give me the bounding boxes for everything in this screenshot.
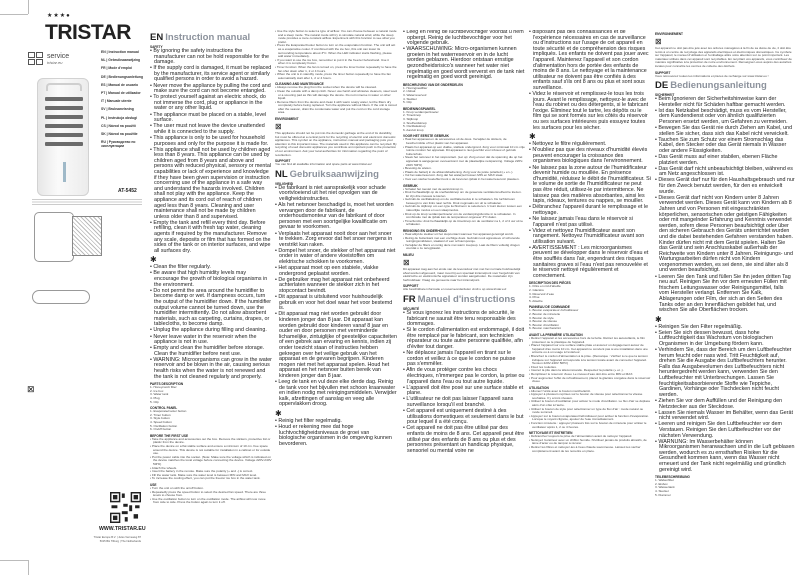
language-list <box>101 50 149 148</box>
instruction-bullet: • If you want to use the ice box, remember to put it in the freezer beforehand. Use it when it is completely frozen. <box>275 59 397 66</box>
language-item: FR | Mode d'emploi <box>101 66 132 71</box>
parts-list-item: 2. IJsbak <box>403 89 416 94</box>
parts-list-item: 5. Oscillatieknop <box>403 124 426 129</box>
parts-list-item: 3. Waterreservoir <box>403 93 427 98</box>
safety-bullet: • AVERTISSEMENT : Les microorganismes peuvent se développer dans le réservoir d'eau et être soufflés dans l'air, engendrant des risques sanitaires graves si l'eau n'est pas renouvelée et le réservoir nettoyé régulièrement et correctement. <box>529 246 651 280</box>
subheading: DESCRIPTION DES PIÈCES <box>529 281 571 286</box>
safety-bullet: • Tauchen Sie zum Schutz vor einem Stromschlag das Kabel, den Stecker oder das Gerät niemals in Wasser oder andere Flüssigkeiten. <box>655 138 795 155</box>
paragraph: Cet appareil ne doit pas être jeté avec les ordures ménagères à la fin de sa durée de vie, il doit être remis à un centre de recyclage des appareils électriques et électroniques domestiques. Ce symbole sur l'appareil, le manuel d'utilisation et l'emballage attire votre attention sur ce point important. Les matériaux utilisés dans cet appareil sont recyclables. En recyclant vos appareils, vous contribuez de manière significative à la protection de notre environnement. Renseignez-vous auprès des autorités locales pour connaître les centres de collecte des déchets. <box>655 46 792 68</box>
safety-bullet: • Be aware that high humidity levels may encourage the growth of biological organisms in the environment. <box>150 271 272 288</box>
warning-icon: ⊠ <box>655 37 662 46</box>
subheading: UTILISATION <box>529 385 549 390</box>
safety-bullet: • Reinigen Sie den Filter regelmäßig. <box>655 325 795 331</box>
tristar-logo: TRISTAR <box>45 21 131 44</box>
website-url: WWW.TRISTAR.EU <box>99 526 146 532</box>
safety-bullet: • Si le cordon d'alimentation est endommagé, il doit être remplacé par le fabricant, son technicien réparateur ou toute autre personne qualifiée, afin d'éviter tout danger. <box>403 328 525 350</box>
section-title <box>403 294 525 305</box>
paragraph: Vous retrouverez toutes les informations et pièces de rechange sur www.tristar.eu ! <box>655 73 769 78</box>
crop-mark <box>28 0 29 14</box>
instruction-bullet: • Vul het waterreservoir. Zorg dat het waterpeil tussen MIN en MAX staat. <box>403 174 525 178</box>
safety-bullet: • Leeren Sie den Tank und füllen Sie ihn jeden dritten Tag neu auf. Reinigen Sie ihn vor dem erneuten Füllen mit frischem Leitungswasser oder Reinigungsmittel, falls vom Hersteller verlangt. Entfernen Sie Kalk, Ablagerungen oder Film, der sich an den Seiten des Tanks oder an den Innenflächen gebildet hat, und wischen Sie alle Oberflächen trocken. <box>655 275 795 314</box>
safety-bullet: • Débranchez l'appareil durant le remplissage et le nettoyage. <box>529 205 651 216</box>
safety-bullet: • To protect yourself against an electric shock, do not immerse the cord, plug or appliance in the water or any other liquid. <box>150 95 272 112</box>
parts-list-item: 2. Bouton de minuterie <box>529 312 561 316</box>
parts-list-item: 1. Honeycomb filter <box>150 385 177 390</box>
service-icons <box>28 52 43 65</box>
parts-list-item: 6. Aan/uit knop <box>403 127 424 132</box>
instruction-bullet: • Put the power cable into the socket. (Note: Make sure the voltage which is indicated on the device matches the local voltage before connecting the device. Voltage 220V-240V 50Hz) <box>150 456 272 467</box>
safety-bullet: • Als het netsnoer beschadigd is, moet het worden vervangen door de fabrikant, de onderhoudsmonteur van de fabrikant of door personen met een soortgelijke kwalificatie om gevaar te voorkomen. <box>275 203 397 231</box>
subheading: ENVIRONNEMENT <box>655 32 683 36</box>
text-column-fr <box>529 30 651 575</box>
instruction-bullet: • Gebruik de oscillatieknop om de oscillatiemodus in te schakelen. De luchtstroom beweegt nu van links naar rechts. Druk nogmaals om uit te schakelen. <box>403 198 525 205</box>
language-item: PL | Instrukcja obsługi <box>101 115 138 120</box>
subheading: ENVIRONMENT <box>275 117 299 122</box>
subheading: SAFETY <box>150 45 163 49</box>
instruction-bullet: • Druk herhaaldelijk op de snelheidsknop om de gewenste ventilatorsnelheid te kiezen. Er zijn drie niveaus te kiezen. <box>403 191 525 198</box>
service-badge <box>28 52 69 65</box>
safety-bullet: • Afin de vous protéger contre les chocs électriques, n'immergez pas le cordon, la prise ou l'appareil dans l'eau ou tout autre liquide. <box>403 368 525 385</box>
subheading: AVANT LA PREMIÈRE UTILISATION <box>529 332 583 337</box>
safety-bullet: • Reinig het filter regelmatig. <box>275 419 397 425</box>
safety-bullet: • Clean the filter regularly. <box>150 265 272 271</box>
crop-mark <box>0 560 28 561</box>
control-panel-diagram <box>32 290 90 304</box>
parts-list-item: 2. Ice box <box>150 388 164 393</box>
section-title <box>655 80 795 91</box>
subheading: VEILIGHEID <box>275 181 294 186</box>
instruction-bullet: • Débranchez toujours la prise de l'alimentation avant de nettoyer l'appareil. <box>529 435 651 439</box>
safety-bullet: • disposant pas des connaissances et de l'expérience nécessaires en cas de surveillance ou d'instructions sur l'usage de cet appareil en toute sécurité et de compréhension des risques impliqués. Les enfants ne doivent pas jouer avec l'appareil. Maintenez l'appareil et son cordon d'alimentation hors de portée des enfants de moins de 8 ans. Le nettoyage et la maintenance utilisateur ne doivent pas être confiés à des enfants sauf s'ils ont 8 ans ou plus et sont sous surveillance. <box>529 30 651 92</box>
parts-list-item: 5. Attache <box>529 298 543 303</box>
instruction-bullet: • Appuyez à plusieurs reprises sur le bouton de vitesse pour sélectionner la vitesse souhaitée. Il y a trois niveaux. <box>529 393 651 400</box>
safety-bullet: • Houd er rekening mee dat hoge luchtvochtigheidsniveaus de groei van biologische organismen in de omgeving kunnen bevorderen. <box>275 425 397 447</box>
safety-bullet: • WAARSCHUWING: Micro-organismen kunnen groeien in het waterreservoir en in de lucht worden geblazen. Hierdoor ontstaan ernstige gezondheidsrisico's wanneer het water niet regelmatig en goed wordt ververst en de tank niet regelmatig en goed wordt gereinigd. <box>403 47 525 81</box>
safety-bullet: • L'utilisateur ne doit pas laisser l'appareil sans surveillance lorsqu'il est branché. <box>403 397 525 408</box>
language-item: SK | Návod na použitie <box>101 131 138 136</box>
address-line: Tristar Europe B.V. | Jules Verneweg 87 <box>93 536 141 539</box>
warning-icon: ✱ <box>529 132 536 142</box>
manual-title: Manuel d'instructions <box>417 293 516 305</box>
safety-bullet: • Ziehen Sie vor dem Auffüllen und der Reinigung den Netzstecker aus der Steckdose. <box>655 399 795 410</box>
instruction-bullet: • Utilisez le bouton de style pour sélectionner un type de flux d'air : mode naturel ou mode sommeil. <box>529 408 651 415</box>
parts-list-item: 2. Timer button <box>150 412 171 417</box>
instruction-bullet: • Fixez les roulettes. <box>529 366 651 370</box>
subheading: PANNEAU DE COMMANDE <box>529 305 570 310</box>
parts-list-item: 2. Eisbox <box>655 481 668 486</box>
language-code: FR <box>403 293 416 305</box>
safety-bullet: • WARNUNG: Im Wasserbehälter können Mikroorganismen heranwachsen und in die Luft geblasen werden, wodurch es zu ernsthaften Risiken für die Gesundheit kommen kann, wenn das Wasser nicht erneuert und der Tank nicht regelmäßig und gründlich gereinigt wird. <box>655 440 795 474</box>
instruction-bullet: • Verwijder de filters en reinig deze met warm zeepsop. Laat de filters volledig drogen voordat u ze terugplaatst. <box>403 244 525 251</box>
safety-bullet: • Verhindern Sie, dass der Bereich um den Luftbefeuchter herum feucht oder nass wird. Tritt Feuchtigkeit auf, drehen Sie die Ausgabe des Luftbefeuchters herunter. Falls das Ausgabevolumen des Luftbefeuchters nicht heruntergedreht werden kann, verwenden Sie den Luftbefeuchter mit Unterbrechungen. Lassen Sie feuchtigkeitsabsorbierende Stoffe wie Teppiche, Gardinen, Vorhänge oder Tischdecken nicht feucht werden. <box>655 348 795 398</box>
subheading: SICHERHEIT <box>655 93 675 98</box>
parts-list-item: 3. Réservoir d'eau <box>529 291 555 296</box>
air-cooler-product-image <box>37 78 89 196</box>
subheading: CONTROL PANEL <box>150 406 178 411</box>
safety-bullet: • Das Gerät muss auf einer stabilen, ebenen Fläche platziert werden. <box>655 155 795 166</box>
parts-list-item: 5. Clip <box>150 399 159 404</box>
safety-bullet: • N'oubliez pas que des niveaux d'humidité élevés peuvent encourager la croissance des organismes biologiques dans l'environnement. <box>529 148 651 165</box>
manual-title: Instruction manual <box>165 32 251 43</box>
instruction-bullet: • Retirez les filtres et nettoyez-les à l'eau chaude savonneuse. Laissez-les sécher complètement avant de les remettre en place. <box>529 446 651 453</box>
language-item: CS | Návod na použití <box>101 123 136 128</box>
instruction-bullet: • Press the Evaporate/Cooler button to turn on the evaporation function. The unit will act as a evaporative cooler. If combined with the ice box, this unit can lower its surrounding temperature about 3°C. When the LED indicator starts flashing, please add water immediately. <box>275 44 397 58</box>
instruction-bullet: • Plaats de batterij in de afstandsbediening. Zorg voor de juiste polariteit (+ en -). <box>403 171 525 175</box>
safety-bullet: • Si vous ignorez les instructions de sécurité, le fabricant ne saurait être tenu responsable des dommages. <box>403 311 525 328</box>
language-item: NL | Gebruiksaanwijzing <box>101 58 141 63</box>
subheading: SÉCURITÉ <box>403 306 420 311</box>
instruction-bullet: • When the unit is in standby mode, press the timer button repeatedly to have the fan automatically start after 1, 2 or 4 hours. <box>275 73 397 80</box>
language-item: ES | Manual de usuario <box>101 82 139 87</box>
parts-list-item: 3. Bouton de style <box>529 315 554 320</box>
instruction-bullet: • Attach the wheels. <box>150 467 272 471</box>
parts-list-item: 6. Bouton marche/arrêt <box>529 326 561 331</box>
safety-bullet: • By ignoring the safety instructions the manufacturer can not be hold responsible for the damage. <box>150 49 272 66</box>
instruction-bullet: • Branchez le cordon d'alimentation à la prise. (Remarque : Vérifiez à ce que la tension indiquée sur l'appareil corresponde à la tension locale avant de connecter l'appareil. Tension 220V-240V 50Hz) <box>529 355 651 366</box>
safety-bullet: • Never move the appliance by pulling the cord and make sure the cord can not become entangled. <box>150 84 272 95</box>
parts-list-item: 5. Klammer <box>655 492 671 497</box>
parts-diagram-filter <box>72 216 102 256</box>
parts-list-item: 1. Bouton évaporateur /refroidisseur <box>529 308 579 313</box>
instruction-bullet: • Allumez l'unité avec le bouton marche/arrêt. <box>529 390 651 394</box>
safety-bullet: • Do not permit the area around the humidifier to become damp or wet. If dampness occurs, turn the output of the humidifier down. If the humidifier output volume cannot be turned down, use the humidifier intermittently. Do not allow absorbent materials, such as carpeting, curtains, drapes, or tablecloths, to become damp. <box>150 289 272 328</box>
subheading: SUPPORT <box>275 159 291 164</box>
subheading: BEFORE THE FIRST USE <box>150 433 189 438</box>
language-code: NL <box>275 168 288 180</box>
instruction-bullet: • Schakel het toestel met de aan/uit-knop in. <box>403 188 525 192</box>
parts-list-item: 4. Plug <box>150 396 160 401</box>
safety-bullet: • Ne déplacez jamais l'appareil en tirant sur le cordon et veillez à ce que le cordon ne puisse pas s'emmêler. <box>403 351 525 368</box>
language-item: RU | Руководство по эксплуатации <box>101 140 136 149</box>
text-column-en-nl <box>275 30 397 575</box>
brand-stars: ★★★● <box>47 13 71 19</box>
safety-bullet: • Das Gerät darf nicht unbeaufsichtigt bleiben, während es am Netz angeschlossen ist. <box>655 167 795 178</box>
parts-list-item: 4. Speed button <box>150 420 172 424</box>
paragraph: You can find all available information and spare parts at www.tristar.eu! <box>275 162 372 167</box>
safety-bullet: • Nettoyez le filtre régulièrement. <box>529 142 651 148</box>
subheading: BEDIENINGSPANEEL <box>403 106 436 111</box>
instruction-bullet: • Use the oscillation button to turn on the oscillation mode. The airflow will now move from side to side. Press the button again to turn it off. <box>150 498 272 505</box>
parts-list-item: 4. Snelheidsknop <box>403 120 427 125</box>
safety-bullet: • Empty the tank and refill every third day. Before refilling, clean it with fresh tap water, cleaning agents if required by the manufacturer. Remove any scale, deposits or film that has formed on the sides of the tank or on interior surfaces, and wipe all surfaces dry. <box>150 221 272 255</box>
instruction-bullet: • Remove filters from the device and clean it with warm soapy water, let the filters dry completely before being replaced. Turn the appliance without filters. If the unit is stored after the season, drain the condensate water and put the cord on the cord storage area. <box>275 101 397 115</box>
safety-bullet: • WARNING: Microorganisms can grow in the water reservoir and be blown in the air, causing serious health risks when the water is not renewed and the tank is not cleaned regularly and properly. <box>150 358 272 380</box>
instruction-bullet: • Utilisez le bouton d'oscillation pour activer le mode d'oscillation. Le flux d'air se déplace alors d'un côté à l'autre. <box>529 400 651 407</box>
instruction-bullet: • Clean the outside with a damp cloth. Never use harsh and abrasive cleaners, steel wool or a scouring pad as this will damage the device. Do not immerse in water or other liquid. <box>275 90 397 101</box>
instruction-bullet: • Appuyez sur le bouton évaporateur/refroidisseur pour activer la fonction d'évaporation. Lorsque le voyant clignote, ajoutez de l'eau immédiatement. <box>529 415 651 422</box>
safety-bullet: • Seien Sie sich dessen bewusst, dass hohe Luftfeuchtigkeit das Wachstum von biologischen Organismen in der Umgebung fördern kann. <box>655 331 795 348</box>
instruction-bullet: • Take the appliance and accessories out the box. Remove the stickers, protective foil or plastic from the device. <box>150 438 272 445</box>
instruction-bullet: • Timer function: When the fan is turned on, press the timer button repeatedly to have the fan shut down after 1, 2 or 4 hours. <box>275 66 397 73</box>
subheading: TEILEBESCHREIBUNG <box>655 475 690 480</box>
language-item: SV | Bruksanvisning <box>101 107 134 112</box>
manual-title: Gebruiksaanwijzing <box>289 168 379 180</box>
instruction-bullet: • Pour augmenter l'effet de refroidissement, placez la glacière congelée dans le réservoir d'eau. <box>529 377 651 384</box>
safety-bullet: • Ne laissez jamais l'eau dans le réservoir si l'appareil n'est pas utilisé. <box>529 217 651 228</box>
safety-bullet: • Videz et nettoyez l'humidificateur avant son rangement. Nettoyez l'humidificateur avant son utilisation suivant. <box>529 229 651 246</box>
parts-list-item: 3. Stijlknop <box>403 117 419 121</box>
safety-bullet: • Dit apparaat is uitsluitend voor huishoudelijk gebruik en voor het doel waar het voor bestemd is. <box>275 295 397 312</box>
instruction-bullet: • Place the device on a flat stable surface and ensure a minimum of 10 cm. free space around the device. This device is not suitable for installation in a cabinet or for outside use. <box>150 445 272 456</box>
safety-bullet: • Cet appareil ne doit pas être utilisé par des enfants de moins de 8 ans. Cet appareil peut être utilisé par des enfants de 8 ans ou plus et des personnes présentant un handicap physique, sensoriel ou mental voire ne <box>403 426 525 454</box>
instruction-bullet: • Voor een sterker koeleffect kunt u de bevroren ijsbak in het waterreservoir plaatsen. <box>403 178 525 182</box>
instruction-bullet: • Retirez l'appareil et les accessoires hors de la boîte. Retirez les autocollants, le film protecteur ou le plastique de l'appareil. <box>529 337 651 344</box>
language-item: EN | Instruction manual <box>101 50 139 54</box>
safety-bullet: • Lassen Sie niemals Wasser im Behälter, wenn das Gerät nicht verwendet wird. <box>655 411 795 422</box>
section-title <box>150 32 272 43</box>
safety-bullet: • Bewegen Sie das Gerät nie durch Ziehen am Kabel, und stellen Sie sicher, dass sich das Kabel nicht verwickelt. <box>655 126 795 137</box>
parts-list-item: 3. Water tank <box>150 392 169 397</box>
paragraph: Dit apparaat mag aan het einde van de levensduur niet met het normale huishoudelijk afval worden afgevoerd, maar moet bij een speciaal inzamelpunt voor hergebruik van elektrische en elektronische apparatuur worden aangeboden. De materialen zijn herbruikbaar. Vraag uw gemeente naar het inzamelpunt. <box>403 267 521 282</box>
safety-bullet: • This appliance is only to be used for household purposes and only for the purpose it is made for. <box>150 136 272 147</box>
safety-bullet: • Leeg en reinig de luchtbevochtiger voordat u hem opbergt. Reinig de luchtbevochtiger voor het volgende gebruik. <box>403 30 525 47</box>
parts-list-item: 3. Style button <box>150 416 170 421</box>
parts-list-item: 4. Stekker <box>403 96 417 101</box>
safety-bullet: • Dit apparaat mag niet worden gebruikt door kinderen jonger dan 8 jaar. Dit apparaat kan worden gebruikt door kinderen vanaf 8 jaar en ouder en door personen met verminderde lichamelijke, zintuiglijke of geestelijke capaciteiten of een gebrek aan ervaring en kennis, indien zij onder toezicht staan of instructies hebben gekregen over het veilige gebruik van het apparaat en de gevaren begrijpen. Kinderen mogen niet met het apparaat spelen. Houd het apparaat en het netsnoer buiten bereik van kinderen jonger dan 8 jaar. <box>275 312 397 379</box>
safety-bullet: • Leeren und reinigen Sie den Luftbefeuchter vor dem Verstauen. Reinigen Sie den Luftbefeuchter vor der nächsten Verwendung. <box>655 422 795 439</box>
subheading: USE <box>150 482 157 487</box>
safety-bullet: • Verplaats het apparaat nooit door aan het snoer te trekken. Zorg ervoor dat het snoer nergens in verstrikt kan raken. <box>275 232 397 249</box>
parts-list-item: 5. Bouton d'oscillation <box>529 322 560 327</box>
disclaimer-text-lines <box>32 199 142 207</box>
parts-list-item: 2. Glacière <box>529 288 544 293</box>
instruction-bullet: • Nettoyez l'extérieur avec un chiffon humide. N'utilisez jamais de produits abrasifs, de laine d'acier ou de tampon à récurer. <box>529 439 651 446</box>
parts-list-item: 4. Bouton de vitesse <box>529 319 558 324</box>
parts-list-item: 4. Prise <box>529 295 540 300</box>
instruction-bullet: • Placez l'appareil sur une surface stable plate et assurez un dégagement autour de l'appareil d'au moins 10 cm. Cet appareil ne convient pas à une installation dans une armoire ou à un usage à l'extérieur. <box>529 344 651 355</box>
parts-diagram-unit <box>34 212 74 262</box>
instruction-bullet: • Reinig de buitenkant met een vochtige doek. Gebruik nooit agressieve of schurende reinigingsmiddelen, staalwol of een schuursponsje. <box>403 237 525 244</box>
safety-bullet: • This appliance shall not be used by children aged less than 8 years. This appliance can be used by children aged from 8 years and above and persons with reduced physical, sensory or mental capabilities or lack of experience and knowledge if they have been given supervision or instruction concerning use of the appliance in a safe way and understand the hazards involved. Children shall not play with the appliance. Keep the appliance and its cord out of reach of children aged less than 8 years. Cleaning and user maintenance shall not be made by children unless older than 8 and supervised. <box>150 148 272 221</box>
manual-title: Bedienungsanleitung <box>670 80 767 92</box>
subheading: CLEANING AND MAINTENANCE <box>275 82 324 87</box>
parts-list-item: 1. Filtre en nid d'abeille <box>529 284 561 289</box>
language-item: DE | Bedienungsanleitung <box>101 74 144 79</box>
parts-list-item: 6. On/off button <box>150 427 172 432</box>
subheading: SUPPORT <box>655 70 671 75</box>
subheading: PARTS DESCRIPTION <box>150 382 184 387</box>
instruction-bullet: • Timerfunctie: druk herhaaldelijk op de timerknop om de ventilator na 1, 2 of 4 uur uit te schakelen. <box>403 220 525 227</box>
safety-bullet: • Het apparaat moet op een stabiele, vlakke ondergrond geplaatst worden. <box>275 266 397 277</box>
safety-bullet: • Cet appareil est uniquement destiné à des utilisations domestiques et seulement dans le but pour lequel il a été conçu. <box>403 409 525 426</box>
instruction-bullet: • Insert the battery in the remote. Make sure the polarity (+ and -) is correct. <box>150 470 272 474</box>
parts-list-item: 1. Evaporate/cooler button <box>150 409 187 414</box>
instruction-bullet: • Always remove the plug from the socket when the device will be cleaned. <box>275 86 397 90</box>
safety-bullet: • If the supply cord is damaged, it must be replaced by the manufacturer, its service agent or similarly qualified persons in order to avoid a hazard. <box>150 66 272 83</box>
parts-list-item: 3. Wassertank <box>655 485 675 490</box>
instruction-bullet: • Fill the water tank. Make sure the water level is between MIN and MAX level. <box>150 474 272 478</box>
instruction-bullet: • Haal altijd de stekker uit het stopcontact wanneer het apparaat gereinigd wordt. <box>403 233 525 237</box>
address-line: 5015 BH Tilburg | The Netherlands <box>99 540 141 543</box>
parts-list-item: 1. Honingraatfilter <box>403 85 428 90</box>
service-site: tristar.eu <box>47 59 63 65</box>
instruction-bullet: • Turn the unit on with the on/off button. <box>150 487 272 491</box>
safety-bullet: • Ist das Netzkabel beschädigt, muss es vom Hersteller, dem Kundendienst oder von ähnlich qualifizierten Personen ersetzt werden, um Gefahren zu vermeiden. <box>655 109 795 126</box>
instruction-bullet: • To increase the cooling effect, you can put the freezer ice box in the water tank. <box>150 477 272 481</box>
weee-bin-icon: ⊠ <box>27 384 35 394</box>
language-item: PT | Manual de utilizador <box>101 90 141 95</box>
subheading: SUPPORT <box>403 284 419 289</box>
warning-icon: ✱ <box>655 314 662 324</box>
safety-bullet: • De gebruiker mag het apparaat niet onbeheerd achterlaten wanneer de stekker zich in het stopcontact bevindt. <box>275 278 397 295</box>
instruction-bullet: • Fonction minuterie : appuyez plusieurs fois sur le bouton de minuterie pour arrêter le ventilateur après 1, 2 ou 4 heures. <box>529 422 651 429</box>
safety-bullet: • Unplug the appliance during filling and cleaning. <box>150 328 272 334</box>
subheading: MILIEU <box>403 253 414 257</box>
text-column-en <box>150 30 272 575</box>
instruction-bullet: • Haal het apparaat en de accessoires uit de doos. Verwijder de stickers, de beschermfolie of het plastic van het apparaat. <box>403 138 525 145</box>
paragraph: This appliance should not be put into the domestic garbage at the end of its durability, but must be offered at a central point for the recycling of electric and electronic domestic appliances. This symbol on the appliance, instruction manual and packaging puts your attention to this important issue. The materials used in this appliance can be recycled. By recycling of used domestic appliances you contribute an important push to the protection of our environment. Ask your local authorities for information regarding the point of recollection. <box>275 131 397 157</box>
service-label: service <box>47 52 70 60</box>
safety-bullet: • Dieses Gerät darf nur für den Haushaltsgebrauch und nur für den Zweck benutzt werden, für den es entwickelt wurde. <box>655 178 795 195</box>
safety-bullet: • Beim Ignorieren der Sicherheitshinweise kann der Hersteller nicht für Schäden haftbar gemacht werden. <box>655 97 795 108</box>
subheading: NETTOYAGE ET ENTRETIEN <box>529 431 573 436</box>
instruction-bullet: • Bevestig de wielen. <box>403 167 525 171</box>
qr-code <box>110 492 141 523</box>
warning-icon: ✱ <box>275 408 282 418</box>
parts-list-item: 4. Stecker <box>655 488 669 493</box>
model-number: AT-5452 <box>118 188 137 194</box>
subheading: BESCHRIJVING VAN DE ONDERDELEN <box>403 82 463 87</box>
parts-list-item: 5. Oscillation button <box>150 423 178 428</box>
warning-icon: ✱ <box>150 255 157 265</box>
section-title <box>275 169 397 180</box>
company-address <box>93 536 141 544</box>
parts-list-item: 1. Wabenfilter <box>655 478 674 483</box>
safety-bullet: • The user must not leave the device unattended while it is connected to the supply. <box>150 124 272 135</box>
language-code: EN <box>150 32 164 43</box>
subheading: GEBRUIK <box>403 183 418 188</box>
safety-bullet: • Never leave water in the reservoir when the appliance is not in use. <box>150 335 272 346</box>
safety-bullet: • Dompel het snoer, de stekker of het apparaat niet onder in water of andere vloeistoffen om elektrische schokken te voorkomen. <box>275 249 397 266</box>
language-item: IT | Manuale utente <box>101 99 132 104</box>
language-code: DE <box>655 80 669 92</box>
paragraph: Alle beschikbare informatie en reserveonderdelen vindt u op www.tristar.eu! <box>403 287 507 292</box>
instruction-bullet: • Remplissez le réservoir d'eau. Le niveau d'eau doit être entre MIN et MAX. <box>529 373 651 377</box>
text-column-fr-de <box>655 30 795 575</box>
subheading: VOOR HET EERSTE GEBRUIK <box>403 134 449 139</box>
parts-list-item: 5. Clip <box>403 100 412 105</box>
safety-bullet: • Dieses Gerät darf nicht von Kindern unter 8 Jahren verwendet werden. Dieses Gerät kann von Kindern ab 8 Jahren und von Personen mit eingeschränkten körperlichen, sensorischen oder geistigen Fähigkeiten oder mit mangelnder Erfahrung und Kenntnis verwendet werden, sofern diese Personen beaufsichtigt oder über den sicheren Gebrauch des Geräts unterrichtet wurden und die dabei bestehenden Gefahren verstanden haben. Kinder dürfen nicht mit dem Gerät spielen. Halten Sie das Gerät und sein Anschlusskabel außerhalb der Reichweite von Kindern unter 8 Jahren. Reinigungs- und Wartungsarbeiten dürfen nicht von Kindern vorgenommen werden, es sei denn, sie sind älter als 8 und werden beaufsichtigt. <box>655 196 795 274</box>
instruction-bullet: • Insérez la pile dans la télécommande. Respectez la polarité (+ et -). <box>529 369 651 373</box>
crop-mark <box>0 14 28 15</box>
instruction-bullet: • Druk op de knop verdamper/koeler om de verdampingsfunctie in te schakelen. In combinatie met de ijsbak kan de temperatuur ongeveer 3°C dalen. <box>403 213 525 220</box>
safety-bullet: • Videz le réservoir et remplissez-le tous les trois jours. Avant le remplissage, nettoyez-le avec de l'eau du robinet ou des détergents, si le fabricant l'exige. Éliminez tout le tartre, les dépôts ou le film qui se sont formés sur les côtés du réservoir ou ses surfaces intérieures puis essuyez toutes les surfaces pour les sécher. <box>529 92 651 131</box>
instruction-bullet: • Plaats het apparaat op een vlakke, stabiele ondergrond. Zorg voor minimaal 10 cm vrije ruimte rondom het apparaat. Dit apparaat is niet geschikt voor inbouw of gebruik buitenshuis. <box>403 146 525 157</box>
instruction-bullet: • Steek het netsnoer in het stopcontact. (Let op: Zorg ervoor dat de spanning die op het apparaat is aangegeven overeenkomt met de plaatselijke netspanning. Voltage 220V-240V 50Hz) <box>403 156 525 167</box>
safety-bullet: • Ne laissez pas la zone autour de l'humidificateur devenir humide ou mouillée. En présence d'humidité, réduisez le débit de l'humidificateur. Si le volume de sortie de l'humidificateur ne peut pas être réduit, utilisez-le par intermittence. Ne laissez pas des matières absorbantes, ainsi les tapis, rideaux, tentures ou nappes, se mouiller. <box>529 166 651 205</box>
parts-list-item: 2. Timerknop <box>403 113 421 118</box>
safety-bullet: • De fabrikant is niet aansprakelijk voor schade voortvloeiend uit het niet opvolgen van de veiligheidsinstructies. <box>275 186 397 203</box>
warning-icon: ⊠ <box>275 122 282 132</box>
instruction-bullet: • Use the style button to select a type of airflow. You can choose between a natural mode and a sleep mode. The natural mode will try to simulate natural wind, while the sleep mode provides a more constant airflow. Experiment with this function to see what you prefer. <box>275 30 397 44</box>
text-column-nl-fr <box>403 30 525 575</box>
warning-icon: ⊠ <box>403 258 410 267</box>
safety-bullet: • Leeg de tank en vul deze elke derde dag. Reinig de tank voor het bijvullen met schoon kraanwater en indien nodig met reinigingsmiddelen. Verwijder kalk, afzettingen of aanslag en veeg alle oppervlakken droog. <box>275 380 397 408</box>
safety-bullet: • The appliance must be placed on a stable, level surface. <box>150 113 272 124</box>
instruction-bullet: • Repeatedly press the speed button to select the desired fan speed. There are three levels to choose from. <box>150 491 272 498</box>
subheading: REINIGING EN ONDERHOUD <box>403 229 447 234</box>
parts-list-item: 1. Knop verdamper/koeler <box>403 109 439 114</box>
crop-mark <box>28 560 29 575</box>
safety-bullet: • Empty and clean the humidifier before storage. Clean the humidifier before next use. <box>150 346 272 357</box>
safety-bullet: • L'appareil doit être posé sur une surface stable et plane. <box>403 386 525 397</box>
instruction-bullet: • Gebruik de stijlknop om een type luchtstroom te selecteren. U kunt kiezen tussen een natuurlijke modus en een slaapmodus. <box>403 205 525 212</box>
